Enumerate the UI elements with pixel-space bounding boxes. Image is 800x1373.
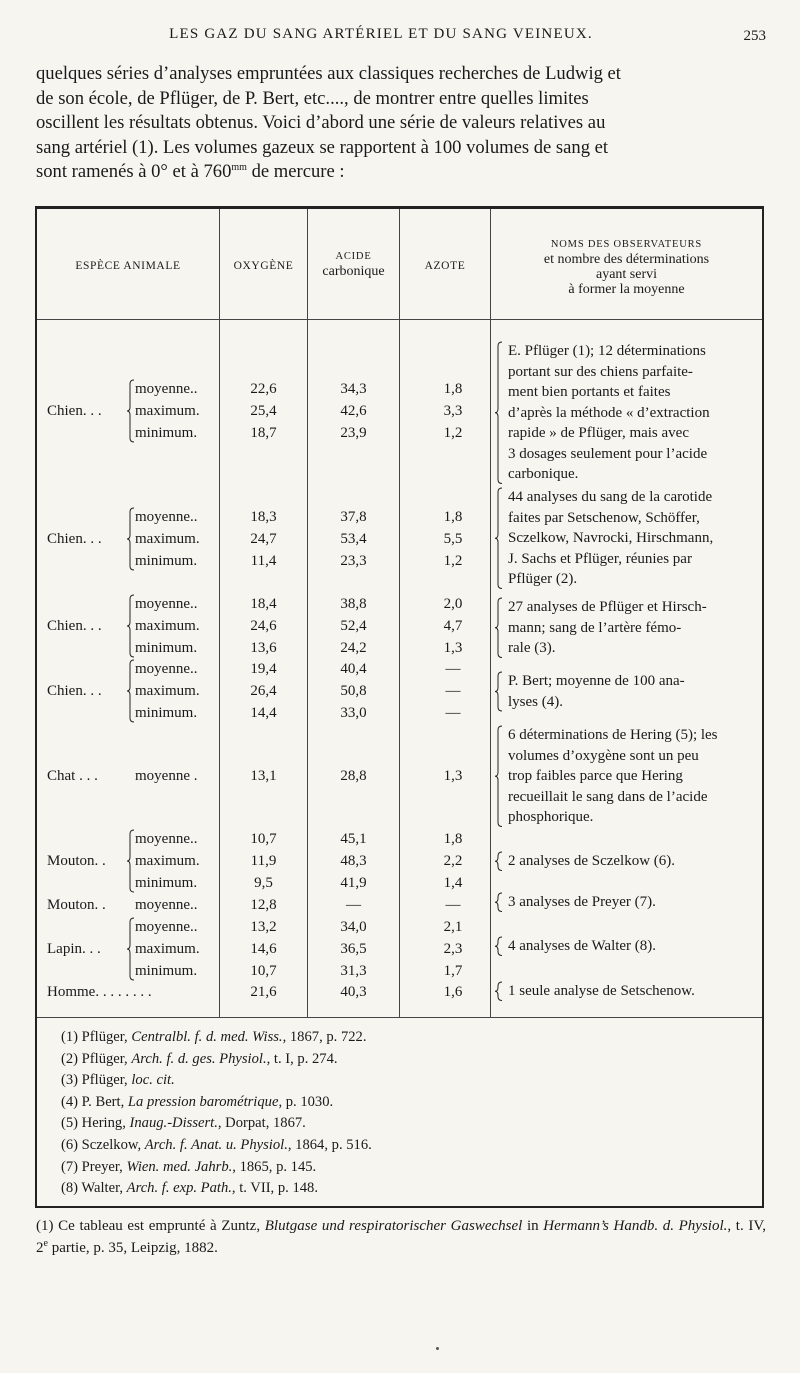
cell-animal: Homme. . . . . . . . [47,984,152,1000]
cell-oxygene: 13,1 [250,768,277,784]
left-brace [127,594,135,658]
observer-note [502,597,760,659]
cell-oxygene: 19,4 [250,661,277,677]
cell-oxygene: 10,7 [250,963,277,979]
cell-azote: 2,2 [443,853,463,869]
references [61,1027,751,1200]
reference-item: (7) Preyer, Wien. med. Jahrb., 1865, p. 145. [61,1158,317,1175]
cell-acide: 53,4 [340,531,367,547]
cell-stat: maximum. [135,531,200,547]
header-espece: ESPÈCE ANIMALE [75,260,181,272]
cell-stat: minimum. [135,705,198,721]
observer-note-line: rapide » de Pflüger, mais avec [508,425,689,441]
observer-note-line: E. Pflüger (1); 12 déterminations [508,343,706,359]
observer-note-line: d’après la méthode « d’extraction [508,404,710,421]
observer-note [502,341,760,485]
cell-oxygene: 9,5 [254,875,273,891]
cell-oxygene: 18,4 [250,596,277,612]
observer-note-line: lyses (4). [508,693,563,710]
observer-note-line: 44 analyses du sang de la carotide [508,489,713,505]
cell-animal: Chien. . . [47,403,102,419]
cell-oxygene: 11,4 [250,553,277,569]
cell-acide: 40,3 [340,984,367,1000]
right-brace [495,341,503,485]
cell-animal: Chien. . . [47,683,102,699]
intro-line: sont ramenés à 0° et à $760^{mm}$ de mercure : [36,161,345,183]
cell-stat: moyenne.. [135,897,198,913]
left-brace [127,507,135,571]
header-acide: ACIDE carbonique [322,251,385,279]
observer-note-line: 3 dosages seulement pour l’acide [508,445,708,462]
right-brace [495,981,503,1002]
header-rule [37,319,762,320]
cell-stat: maximum. [135,683,200,699]
reference-item: (6) Sczelkow, Arch. f. Anat. u. Physiol., 1864, p. 516. [61,1136,372,1153]
observer-note-line: volumes d’oxygène sont un peu [508,747,699,764]
cell-oxygene: 25,4 [250,403,277,419]
cell-acide: 42,6 [340,403,367,419]
observer-note-line: mann; sang de l’artère fémo- [508,619,682,636]
observer-note [502,671,760,712]
header-oxygene: OXYGÈNE [233,260,294,272]
observer-note [502,487,760,590]
cell-oxygene: 18,7 [250,425,277,441]
observer-note-line: phosphorique. [508,809,594,825]
observer-note-line: carbonique. [508,466,579,482]
cell-stat: maximum. [135,941,200,957]
observer-note-line: 2 analyses de Sczelkow (6). [508,853,676,869]
cell-stat: moyenne.. [135,509,198,525]
cell-stat: moyenne.. [135,831,198,847]
cell-azote: — [445,705,461,721]
cell-stat: minimum. [135,875,198,891]
cell-stat: maximum. [135,403,200,419]
reference-item: (1) Pflüger, Centralbl. f. d. med. Wiss., 1867, p. 722. [61,1029,367,1045]
observer-note-line: portant sur des chiens parfaite- [508,363,693,380]
observer-note [502,725,760,828]
observer-note-line: P. Bert; moyenne de 100 ana- [508,673,685,689]
left-brace [127,829,135,893]
cell-acide: 40,4 [340,661,367,677]
cell-azote: 1,2 [443,553,463,569]
cell-acide: 33,0 [340,705,367,721]
column-divider [399,209,400,1017]
cell-acide: 38,8 [340,596,367,612]
reference-item: (2) Pflüger, Arch. f. d. ges. Physiol., t. I, p. 274. [61,1050,338,1067]
cell-acide: 41,9 [340,875,367,891]
cell-oxygene: 26,4 [250,683,277,699]
cell-stat: maximum. [135,618,200,634]
cell-oxygene: 24,7 [250,531,277,547]
cell-stat: moyenne.. [135,381,198,397]
cell-oxygene: 21,6 [250,984,277,1000]
cell-azote: — [445,683,461,699]
cell-azote: 1,7 [443,963,463,979]
observer-note-line: trop faibles parce que Hering [508,768,683,784]
intro-line: sang artériel (1). Les volumes gazeux se rapportent à 100 volumes de sang et [36,136,609,158]
cell-acide: 37,8 [340,509,367,525]
observer-note-line: 1 seule analyse de Setschenow. [508,983,695,999]
cell-animal: Chat . . . [47,768,98,784]
reference-item: (8) Walter, Arch. f. exp. Path., t. VII, p. 148. [61,1180,318,1197]
right-brace [495,892,503,913]
cell-animal: Mouton. . [47,853,106,869]
right-brace [495,671,503,712]
cell-animal: Mouton. . [47,897,106,913]
observer-note-line: rale (3). [508,640,556,656]
cell-azote: 1,8 [443,381,463,397]
right-brace [495,597,503,659]
cell-oxygene: 18,3 [250,509,277,525]
observer-note-line: 27 analyses de Pflüger et Hirsch- [508,599,707,615]
cell-stat: minimum. [135,553,198,569]
cell-oxygene: 13,6 [250,640,277,656]
cell-oxygene: 12,8 [250,897,277,913]
cell-animal: Lapin. . . [47,941,101,957]
cell-stat: moyenne.. [135,661,198,677]
cell-acide: 31,3 [340,963,367,979]
observer-note-line: Sczelkow, Navrocki, Hirschmann, [508,530,714,546]
left-brace [127,917,135,981]
observer-note [502,936,760,957]
cell-azote: 1,2 [443,425,463,441]
cell-azote: 1,8 [443,831,463,847]
running-head-title: LES GAZ DU SANG ARTÉRIEL ET DU SANG VEINEUX. [169,26,593,42]
cell-acide: 34,3 [340,381,367,397]
right-brace [495,725,503,828]
right-brace [495,851,503,872]
cell-azote: — [445,661,461,677]
cell-oxygene: 22,6 [250,381,277,397]
cell-acide: 50,8 [340,683,367,699]
right-brace [495,487,503,590]
cell-acide: 28,8 [340,768,367,784]
cell-acide: 23,9 [340,425,367,441]
cell-stat: minimum. [135,640,198,656]
cell-stat: moyenne.. [135,596,198,612]
data-table [35,206,764,1208]
intro-line: quelques séries d’analyses empruntées aux classiques recherches de Ludwig et [36,63,621,84]
observer-note [502,981,760,1002]
cell-oxygene: 24,6 [250,618,277,634]
observer-note-line: 3 analyses de Preyer (7). [508,894,656,910]
reference-item: (3) Pflüger, loc. cit. [61,1072,175,1089]
cell-acide: — [346,897,361,913]
reference-item: (5) Hering, Inaug.-Dissert., Dorpat, 1867. [61,1115,306,1132]
header-observateurs: NOMS DES OBSERVATEURS et nombre des déterminations ayant servi à former la moyenne [543,239,710,297]
cell-azote: 1,8 [443,509,463,525]
cell-azote: 2,3 [443,941,463,957]
cell-stat: moyenne . [135,768,198,784]
page-speck [436,1347,439,1350]
header-azote: AZOTE [424,260,466,272]
left-brace [127,659,135,723]
intro-line: oscillent les résultats obtenus. Voici d’abord une série de valeurs relatives au [36,112,606,134]
cell-animal: Chien. . . [47,531,102,547]
cell-acide: 23,3 [340,553,367,569]
observer-note-line: ment bien portants et faites [508,384,671,400]
observer-note-line: recueillait le sang dans de l’acide [508,788,708,805]
observer-note-line: Pflüger (2). [508,571,578,587]
cell-acide: 34,0 [340,919,367,935]
cell-azote: 5,5 [443,531,463,547]
cell-stat: minimum. [135,425,198,441]
cell-stat: moyenne.. [135,919,198,935]
notes-rule [37,1017,762,1018]
cell-stat: minimum. [135,963,198,979]
cell-azote: 4,7 [443,618,463,634]
cell-oxygene: 10,7 [250,831,277,847]
cell-azote: 2,1 [443,919,463,935]
intro-line: de son école, de Pflüger, de P. Bert, etc...., de montrer entre quelles limites [36,87,589,109]
cell-azote: 3,3 [443,403,463,419]
observer-note-line: 6 déterminations de Hering (5); les [508,727,718,743]
cell-acide: 48,3 [340,853,367,869]
cell-azote: 1,6 [443,984,463,1000]
cell-animal: Chien. . . [47,618,102,634]
observer-note [502,851,760,872]
cell-azote: — [445,897,461,913]
cell-azote: 2,0 [443,596,463,612]
cell-acide: 52,4 [340,618,367,634]
observer-note [502,892,760,913]
cell-acide: 24,2 [340,640,367,656]
cell-oxygene: 11,9 [250,853,277,869]
running-head [36,26,766,50]
page-number: 253 [743,28,766,44]
right-brace [495,936,503,957]
cell-stat: maximum. [135,853,200,869]
observer-note-line: J. Sachs et Pflüger, réunies par [508,550,692,567]
observer-note-line: 4 analyses de Walter (8). [508,938,657,954]
cell-oxygene: 14,4 [250,705,277,721]
cell-oxygene: 13,2 [250,919,277,935]
cell-azote: 1,3 [443,640,463,656]
cell-acide: 45,1 [340,831,367,847]
reference-item: (4) P. Bert, La pression barométrique, p. 1030. [61,1093,334,1110]
observer-note-line: faites par Setschenow, Schöffer, [508,509,700,526]
footnote: (1) Ce tableau est emprunté à Zuntz, Blutgase und respiratorischer Gaswechsel in Hermann’s Handb. d. Physiol., t. IV, 2e partie, p. 35, Leipzig, 1882. [36,1218,767,1256]
intro-paragraph [36,62,766,185]
cell-acide: 36,5 [340,941,367,957]
cell-oxygene: 14,6 [250,941,277,957]
cell-azote: 1,4 [443,875,463,891]
left-brace [127,379,135,443]
cell-azote: 1,3 [443,768,463,784]
